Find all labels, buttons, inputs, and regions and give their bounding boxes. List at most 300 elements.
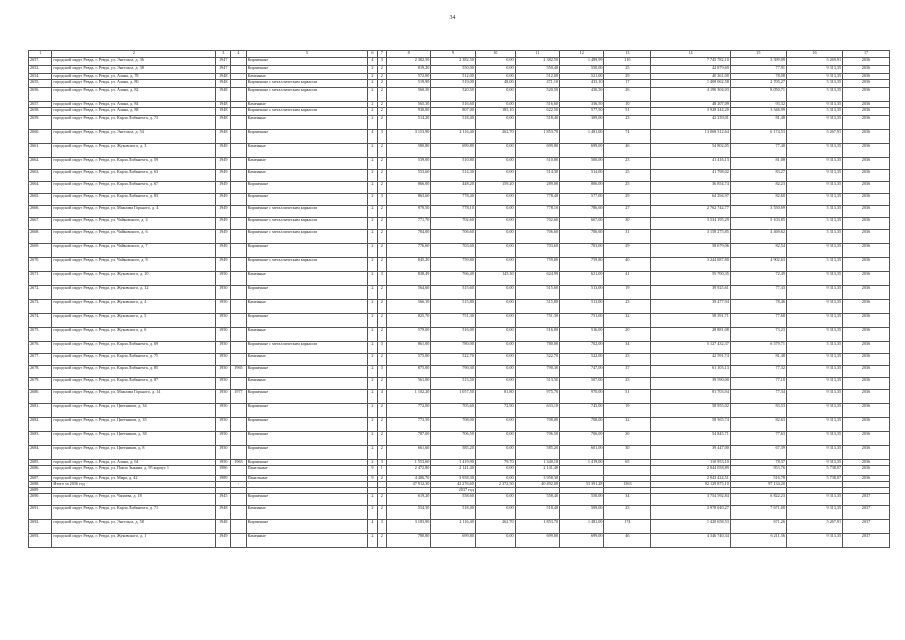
table-cell: 2036 xyxy=(843,314,890,328)
table-cell: 3 158 275,85 xyxy=(651,230,731,244)
table-cell: 9 313,35 xyxy=(786,378,842,390)
table-cell: 560,30 xyxy=(386,88,430,102)
table-cell: 0,00 xyxy=(475,194,515,206)
table-cell: 2666. xyxy=(29,206,52,218)
table-cell: 773,50 xyxy=(386,418,430,432)
table-cell: 2037 xyxy=(843,534,890,548)
column-number: 2 xyxy=(52,51,216,58)
table-cell: 0,00 xyxy=(475,258,515,272)
table-cell: 2036 xyxy=(843,108,890,116)
table-cell: 706,60 xyxy=(515,230,559,244)
table-cell: 2677. xyxy=(29,354,52,366)
table-cell: 516,60 xyxy=(515,102,559,108)
table-cell: 1948 xyxy=(216,130,231,144)
table-cell: 2667. xyxy=(29,218,52,230)
table-cell: 2036 xyxy=(843,404,890,418)
table-cell: 513,50 xyxy=(431,378,475,390)
table-cell: 2 xyxy=(368,230,377,244)
table-cell: 23 xyxy=(604,116,651,130)
table-cell: Кирпичные xyxy=(246,390,368,404)
table-cell: 520,50 xyxy=(515,88,559,102)
table-cell: 2 xyxy=(368,418,377,432)
table-row xyxy=(29,342,890,354)
table-cell: 699,80 xyxy=(431,534,475,548)
table-cell: 671,26 xyxy=(730,520,786,534)
table-cell: 116 xyxy=(604,58,651,66)
table-cell: 2672. xyxy=(29,286,52,300)
table-cell: 2 xyxy=(368,300,377,314)
table-cell: 2692. xyxy=(29,520,52,534)
table-cell: - xyxy=(231,482,246,488)
table-cell: 2 xyxy=(377,116,386,130)
table-cell: городской округ Ревда, г. Ревда, ул. Чайковского, д. 4 xyxy=(52,218,216,230)
table-cell: 19 xyxy=(604,404,651,418)
table-cell: 550,00 xyxy=(560,66,604,74)
table-cell: 2 xyxy=(377,182,386,194)
table-cell: 40 361,00 xyxy=(651,74,731,80)
table-cell: 1949 xyxy=(216,144,231,158)
table-cell: 2 xyxy=(368,390,377,404)
table-cell: 518,40 xyxy=(431,116,475,130)
table-cell: 575,00 xyxy=(386,354,430,366)
table-cell: 2 xyxy=(368,102,377,108)
column-number: 10 xyxy=(475,51,515,58)
table-cell: 74 xyxy=(604,130,651,144)
table-row xyxy=(29,494,890,506)
table-cell: 2 472,80 xyxy=(386,466,430,476)
table-cell: 77,43 xyxy=(730,286,786,300)
table-cell: 3 153,90 xyxy=(386,130,430,144)
table-cell: 9 313,35 xyxy=(786,390,842,404)
table-cell: 5 313,35 xyxy=(786,108,842,116)
table-cell: 0,00 xyxy=(475,66,515,74)
table-cell xyxy=(231,494,246,506)
table-cell: 0,00 xyxy=(475,144,515,158)
table-cell: 554,30 xyxy=(386,506,430,520)
table-cell: Кирпичные xyxy=(246,314,368,328)
table-cell: 564,60 xyxy=(386,286,430,300)
table-cell: 25 xyxy=(604,66,651,74)
table-cell: 2675. xyxy=(29,328,52,342)
table-cell: 2 xyxy=(377,314,386,328)
table-cell: 1 408 062,58 xyxy=(651,80,731,88)
column-number: 1 xyxy=(29,51,52,58)
table-cell: 0,00 xyxy=(475,116,515,130)
table-cell: 1 481,00 xyxy=(560,130,604,144)
table-cell: 0,00 xyxy=(475,170,515,182)
table-cell: 2668. xyxy=(29,230,52,244)
table-cell xyxy=(231,206,246,218)
table-cell: 2682. xyxy=(29,418,52,432)
table-cell: 77,40 xyxy=(730,144,786,158)
table-cell: 67,39 xyxy=(730,446,786,460)
table-cell: 9 313,35 xyxy=(786,300,842,314)
table-cell: 661,60 xyxy=(386,446,430,460)
table-cell: 2683. xyxy=(29,432,52,446)
table-cell: 2 xyxy=(377,300,386,314)
table-cell: 512,00 xyxy=(515,74,559,80)
table-cell: 83,53 xyxy=(730,404,786,418)
table-cell: 1950 xyxy=(216,390,231,404)
table-cell: 784,00 xyxy=(386,230,430,244)
table-row xyxy=(29,404,890,418)
table-cell: 30 xyxy=(604,432,651,446)
table-cell: городской округ Ревда, г. Ревда, ул. Жуковского, д. 5 xyxy=(52,314,216,328)
table-cell: 0,00 xyxy=(475,476,515,482)
table-cell: городской округ Ревда, г. Ревда, ул. Карла Либкнехта, д. 59 xyxy=(52,158,216,170)
table-cell: Кирпичные xyxy=(246,520,368,534)
table-cell: 39 477,94 xyxy=(651,300,731,314)
table-cell xyxy=(231,218,246,230)
table-cell: 2681. xyxy=(29,404,52,418)
table-cell: 2036 xyxy=(843,476,890,482)
table-cell: 23 xyxy=(604,506,651,520)
table-cell: 2674. xyxy=(29,314,52,328)
table-cell: 2037 год xyxy=(431,488,475,494)
table-cell: 23 xyxy=(604,158,651,170)
table-cell: 3 754 592,84 xyxy=(651,494,731,506)
table-cell: 2036 xyxy=(843,206,890,218)
table-cell: 513,00 xyxy=(560,286,604,300)
table-cell: 19 xyxy=(604,286,651,300)
table-cell: 2 xyxy=(368,378,377,390)
table-cell: 1 553,60 xyxy=(386,460,430,466)
table-cell xyxy=(231,520,246,534)
table-cell: городской округ Ревда, г. Ревда, ул. Максима Горького, д. 14 xyxy=(52,390,216,404)
table-cell: 185,10 xyxy=(475,108,515,116)
table-cell: 433,10 xyxy=(560,80,604,88)
table-cell: городской округ Ревда, г. Ревда, ул. Карла Либкнехта, д. 87 xyxy=(52,378,216,390)
table-cell: 9 313,35 xyxy=(786,366,842,378)
table-cell: 9 313,35 xyxy=(786,66,842,74)
table-cell: 516,78 xyxy=(730,476,786,482)
table-cell: 0,00 xyxy=(475,206,515,218)
table-cell: 73,23 xyxy=(730,328,786,342)
table-cell: 0,00 xyxy=(475,158,515,170)
table-cell: 2 xyxy=(377,328,386,342)
table-cell: 2036 xyxy=(843,194,890,206)
table-cell xyxy=(231,354,246,366)
table-cell: 5 738,07 xyxy=(786,466,842,476)
table-cell: 5 738,07 xyxy=(786,476,842,482)
table-cell: 1948 xyxy=(216,80,231,88)
table-cell: 1 xyxy=(377,466,386,476)
table-cell: городской округ Ревда, г. Ревда, ул. Энгельса, д. 58 xyxy=(52,520,216,534)
table-cell: 515,60 xyxy=(515,286,559,300)
table-cell: 448,20 xyxy=(431,182,475,194)
table-cell: 2036 xyxy=(843,432,890,446)
table-cell: 786,60 xyxy=(560,206,604,218)
table-cell: Каменные xyxy=(246,272,368,286)
table-cell: 1945 xyxy=(216,494,231,506)
table-cell: 4 xyxy=(368,130,377,144)
table-row xyxy=(29,58,890,66)
table-cell: 790,30 xyxy=(515,366,559,378)
table-cell: 0,00 xyxy=(475,366,515,378)
table-cell: 5 313,35 xyxy=(786,230,842,244)
table-cell: 9 313,35 xyxy=(786,272,842,286)
table-cell: 577,50 xyxy=(560,108,604,116)
table-row xyxy=(29,88,890,102)
table-cell: 2665. xyxy=(29,194,52,206)
table-cell: 2 xyxy=(377,80,386,88)
table-cell: 845,20 xyxy=(386,258,430,272)
table-cell: 2678. xyxy=(29,366,52,378)
table-cell: 2036 xyxy=(843,80,890,88)
table-cell: 54 802,05 xyxy=(651,144,731,158)
table-cell: 2 xyxy=(368,258,377,272)
table-cell: 2 xyxy=(368,432,377,446)
table-cell: 507,00 xyxy=(560,378,604,390)
table-cell: 40 492,00 xyxy=(515,482,559,488)
register-table xyxy=(28,50,890,548)
table-cell: городской округ Ревда, г. Ревда, ул. Павла Зыкина, д. 95 корпус 1 xyxy=(52,466,216,476)
table-cell: 2 xyxy=(368,366,377,378)
table-row xyxy=(29,244,890,258)
table-cell: 39 590,00 xyxy=(651,378,731,390)
table-cell: 1 419,90 xyxy=(431,460,475,466)
table-cell: Каменные xyxy=(246,102,368,108)
table-cell: 2 044 058,89 xyxy=(651,466,731,476)
table-cell: 1 489,99 xyxy=(560,58,604,66)
table-cell: 0,00 xyxy=(475,244,515,258)
table-cell: 81,80 xyxy=(475,390,515,404)
table-cell: 1950 xyxy=(216,366,231,378)
table-cell: 5 267,91 xyxy=(786,130,842,144)
table-cell: 708,00 xyxy=(560,418,604,432)
table-cell: 1948 xyxy=(216,74,231,80)
table-cell: 82,63 xyxy=(730,418,786,432)
table-cell: 577,00 xyxy=(560,194,604,206)
table-cell: 0,00 xyxy=(475,286,515,300)
table-cell xyxy=(231,534,246,548)
table-cell: 41 xyxy=(604,272,651,286)
table-cell: 2686. xyxy=(29,466,52,476)
column-number: 5 xyxy=(246,51,368,58)
table-cell: 510,80 xyxy=(431,158,475,170)
table-cell: 2036 xyxy=(843,66,890,74)
table-cell: городской округ Ревда, г. Ревда, ул. Максима Горького, д. 4 xyxy=(52,206,216,218)
column-number: 15 xyxy=(730,51,786,58)
table-cell: 2663. xyxy=(29,170,52,182)
table-cell: 510,80 xyxy=(515,158,559,170)
table-cell: 515,80 xyxy=(431,300,475,314)
table-cell: 7 745 782,10 xyxy=(651,58,731,66)
table-cell: 1 102,20 xyxy=(386,390,430,404)
table-cell: 2 xyxy=(368,80,377,88)
table-cell: 566,10 xyxy=(386,300,430,314)
table-cell: 2 372,50 xyxy=(475,482,515,488)
table-cell: 518,40 xyxy=(431,506,475,520)
table-cell: 580,80 xyxy=(386,144,430,158)
table-cell xyxy=(604,466,651,476)
table-cell: 54 845,71 xyxy=(651,432,731,446)
table-cell: 5 313,35 xyxy=(786,88,842,102)
table-cell: 2036 xyxy=(843,418,890,432)
table-cell: 706,00 xyxy=(560,432,604,446)
table-cell xyxy=(231,58,246,66)
table-cell: Каменные xyxy=(246,158,368,170)
table-cell: городской округ Ревда, г. Ревда, ул. Цветников, д. 38 xyxy=(52,432,216,446)
table-cell: 92 129 875,10 xyxy=(651,482,731,488)
table-cell xyxy=(231,404,246,418)
table-row xyxy=(29,272,890,286)
table-cell xyxy=(231,80,246,88)
table-cell: 58 391,71 xyxy=(651,314,731,328)
table-cell: 2 141,40 xyxy=(515,466,559,476)
table-cell: 2659. xyxy=(29,116,52,130)
table-cell: 751,30 xyxy=(431,314,475,328)
table-cell: Итого за 2036 год xyxy=(52,482,216,488)
table-cell: 4 346 740,34 xyxy=(651,534,731,548)
table-cell xyxy=(231,466,246,476)
table-cell: 518,40 xyxy=(515,506,559,520)
table-cell xyxy=(231,194,246,206)
table-cell: 1949 xyxy=(216,258,231,272)
column-number: 12 xyxy=(560,51,604,58)
table-cell: 624,99 xyxy=(515,272,559,286)
table-cell: 1 057,50 xyxy=(431,390,475,404)
table-cell xyxy=(231,300,246,314)
table-cell: 5 313,35 xyxy=(786,218,842,230)
table-cell: 2 382,50 xyxy=(386,58,430,66)
table-cell: 25 xyxy=(604,170,651,182)
table-cell xyxy=(231,314,246,328)
table-cell: 2036 xyxy=(843,378,890,390)
table-cell: 145,30 xyxy=(475,272,515,286)
table-cell xyxy=(231,286,246,300)
table-cell: 2 xyxy=(377,108,386,116)
table-cell: 1948 xyxy=(216,506,231,520)
table-cell: 558,40 xyxy=(515,494,559,506)
table-cell: 5 103,85 xyxy=(730,218,786,230)
table-cell: 93,32 xyxy=(730,102,786,108)
table-cell: 1 420 658,53 xyxy=(651,520,731,534)
table-cell: 1950 xyxy=(216,378,231,390)
table-cell: 1949 xyxy=(216,194,231,206)
table-cell: 2036 xyxy=(843,466,890,476)
table-cell: 1947 xyxy=(216,66,231,74)
table-cell: 3 xyxy=(377,460,386,466)
table-cell: 9 313,35 xyxy=(786,404,842,418)
table-cell: 3 xyxy=(377,130,386,144)
table-cell: 3 xyxy=(377,342,386,354)
table-cell: 766,40 xyxy=(431,272,475,286)
table-cell: городской округ Ревда, г. Ревда, ул. Азина, д. 88 xyxy=(52,108,216,116)
table-cell: 61 103,13 xyxy=(651,366,731,378)
table-cell: 975,70 xyxy=(515,390,559,404)
table-cell: 0,00 xyxy=(475,230,515,244)
table-cell: 514,00 xyxy=(560,170,604,182)
table-cell: 521,00 xyxy=(560,74,604,80)
table-cell: Панельные xyxy=(246,466,368,476)
table-cell: 2656. xyxy=(29,88,52,102)
table-cell: 262,70 xyxy=(475,520,515,534)
table-cell: 5 313,35 xyxy=(786,342,842,354)
table-cell: 500,00 xyxy=(560,158,604,170)
table-cell: 1986 xyxy=(216,466,231,476)
table-cell: 512,00 xyxy=(431,74,475,80)
table-cell: 2 xyxy=(377,418,386,432)
table-cell xyxy=(231,258,246,272)
table-cell: 2690. xyxy=(29,494,52,506)
table-cell: городской округ Ревда, г. Ревда, ул. Карла Либкнехта, д. 67 xyxy=(52,182,216,194)
column-number: 16 xyxy=(786,51,842,58)
table-cell: 1948 xyxy=(216,116,231,130)
table-cell: Каменные xyxy=(246,144,368,158)
table-cell: 33 391,28 xyxy=(560,482,604,488)
table-cell: 0,00 xyxy=(475,342,515,354)
table-cell: 9 313,35 xyxy=(786,244,842,258)
table-cell: 262,70 xyxy=(475,130,515,144)
table-cell: 1950 xyxy=(216,418,231,432)
table-cell: 699,80 xyxy=(431,144,475,158)
table-cell: 838,49 xyxy=(386,272,430,286)
table-cell: 6 174,53 xyxy=(730,130,786,144)
table-cell: 780,00 xyxy=(515,342,559,354)
table-cell: 787,00 xyxy=(386,432,430,446)
column-number: 9 xyxy=(431,51,475,58)
table-cell: 9 313,35 xyxy=(786,446,842,460)
table-cell: 807,00 xyxy=(431,108,475,116)
table-cell: 2 xyxy=(368,158,377,170)
table-cell: 2660. xyxy=(29,130,52,144)
table-row xyxy=(29,144,890,158)
table-cell: 4 xyxy=(368,58,377,66)
table-cell: 4 xyxy=(377,390,386,404)
table-cell: 2687. xyxy=(29,476,52,482)
table-cell: 518,40 xyxy=(515,116,559,130)
table-cell: 1950 xyxy=(216,432,231,446)
table-cell: 1949 xyxy=(216,218,231,230)
table-cell: 6 579,71 xyxy=(730,342,786,354)
table-cell: 2 xyxy=(377,244,386,258)
table-cell: 2 xyxy=(368,314,377,328)
table-cell: 78,08 xyxy=(730,74,786,80)
table-cell: 622,50 xyxy=(515,108,559,116)
table-cell: 514,20 xyxy=(386,116,430,130)
table-cell: 78,37 xyxy=(730,460,786,466)
table-cell: 863,60 xyxy=(386,194,430,206)
table-cell: 9 313,35 xyxy=(786,506,842,520)
table-cell: 708,00 xyxy=(515,418,559,432)
table-cell: 77,32 xyxy=(730,366,786,378)
table-cell: 110 953,10 xyxy=(651,460,731,466)
table-cell: Кирпичные с металлическим каркасом xyxy=(246,108,368,116)
table-row xyxy=(29,300,890,314)
table-cell: 2036 xyxy=(843,158,890,170)
table-cell: 2036 xyxy=(843,446,890,460)
table-cell: 9 313,35 xyxy=(786,102,842,108)
table-cell: 2 xyxy=(377,286,386,300)
table-cell: 2 xyxy=(377,144,386,158)
table-cell: 46 xyxy=(604,144,651,158)
table-cell: 2037 xyxy=(843,494,890,506)
table-cell: 25 xyxy=(604,182,651,194)
table-cell: Кирпичные xyxy=(246,66,368,74)
table-cell: 2036 xyxy=(843,144,890,158)
table-cell: 2036 xyxy=(843,460,890,466)
table-cell: 759,80 xyxy=(515,258,559,272)
table-cell: 778,40 xyxy=(431,194,475,206)
table-cell: 2 382,50 xyxy=(431,58,475,66)
table-cell: 2 xyxy=(368,144,377,158)
table-cell: 759,80 xyxy=(560,258,604,272)
table-cell: 515,80 xyxy=(515,300,559,314)
table-cell: 430,50 xyxy=(560,88,604,102)
table-cell: Кирпичные xyxy=(246,58,368,66)
table-cell: городской округ Ревда, г. Ревда, ул. Цветников, д. 8 xyxy=(52,446,216,460)
